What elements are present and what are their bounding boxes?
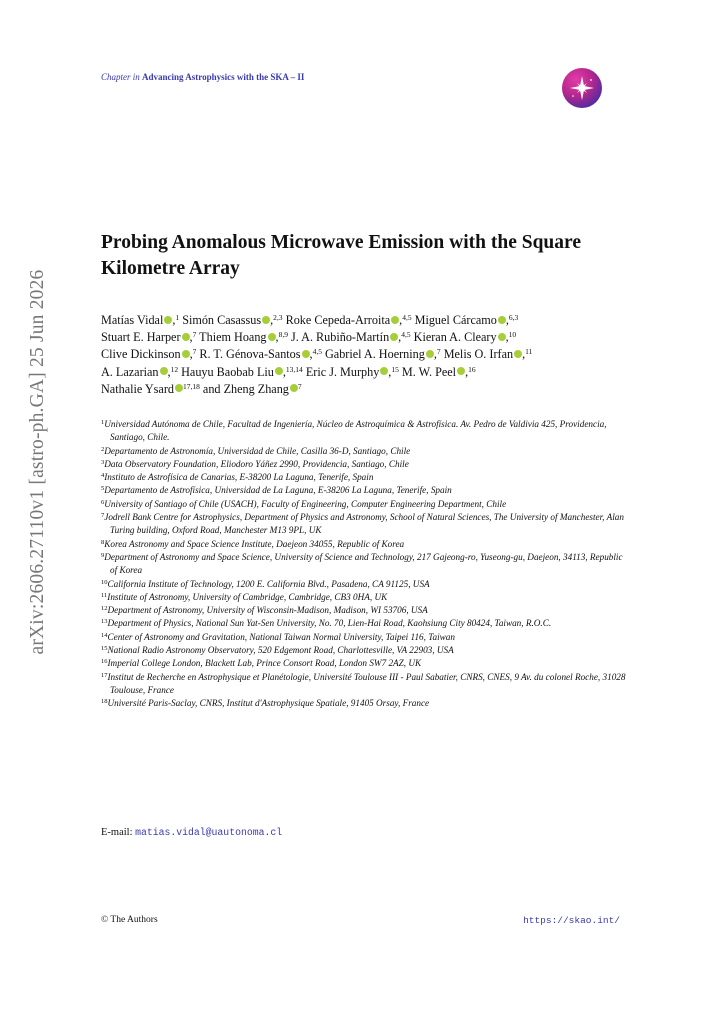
orcid-icon[interactable]: [182, 333, 190, 341]
affiliation-item: [101, 591, 631, 604]
email-label: E-mail:: [101, 827, 136, 838]
affiliation-text: Data Observatory Foundation, Eliodoro Yáñez 2990, Providencia, Santiago, Chile: [104, 458, 409, 469]
affiliation-item: [101, 484, 631, 497]
author-affil-sup: 1: [175, 313, 180, 322]
affiliation-text: National Radio Astronomy Observatory, 520 Edgemont Road, Charlottesville, VA 22903, USA: [107, 645, 454, 656]
author-name: Gabriel A. Hoerning: [324, 347, 425, 362]
author-line: [101, 381, 641, 398]
author-name: Simón Casassus: [182, 313, 262, 327]
orcid-icon[interactable]: [275, 367, 283, 375]
author-name: Clive Dickinson: [101, 347, 181, 362]
author-affil-sup: 7: [192, 330, 197, 340]
ska-url-link[interactable]: https://skao.int/: [523, 915, 620, 926]
affiliation-number: 5: [101, 485, 105, 493]
orcid-icon[interactable]: [262, 316, 270, 324]
author-name: R. T. Génova-Santos: [199, 347, 301, 362]
author-affil-sup: 2,3: [273, 313, 283, 322]
affiliation-item: [101, 418, 631, 445]
author-affil-sup: 10: [508, 330, 517, 340]
author-affil-sup: 6,3: [508, 313, 519, 322]
author-affil-sup: 4,5: [312, 347, 322, 357]
affiliation-item: [101, 697, 631, 710]
affiliation-number: 6: [101, 498, 105, 506]
author-affil-sup: 7: [192, 347, 197, 357]
affiliation-text: Department of Astronomy and Space Science, University of Science and Technology, 217 Gajeong-ro, Yuseong-gu, Daejeon, 34113, Republic of Korea: [104, 551, 623, 576]
orcid-icon[interactable]: [290, 384, 298, 392]
affiliation-number: 16: [101, 658, 108, 666]
author-affil-sup: 16: [468, 364, 476, 374]
affiliation-item: [101, 644, 631, 657]
author-name: Stuart E. Harper: [101, 330, 181, 345]
orcid-icon[interactable]: [498, 333, 506, 341]
author-name: J. A. Rubiño-Martín: [290, 330, 390, 345]
affiliation-item: [101, 671, 631, 698]
affiliation-item: [101, 551, 631, 578]
author-conjunction: and: [199, 381, 224, 396]
author-line: Matías Vidal ,$^1$ Simón Casassus ,$^{2,3}$ Roke Cepeda-Arroita ,$^{4,5}$ Miguel Cárcamo ,$^{6,3}$: [101, 313, 519, 327]
affiliation-number: 2: [101, 445, 105, 453]
author-name: Miguel Cárcamo: [414, 313, 497, 327]
affiliation-text: University of Santiago of Chile (USACH), Faculty of Engineering, Computer Engineering Department, Chile: [104, 498, 507, 509]
affiliation-number: 10: [101, 578, 108, 586]
author-affil-sup: 4,5: [401, 330, 411, 340]
affiliation-item: [101, 617, 631, 630]
affiliation-number: 4: [101, 472, 105, 480]
author-affil-sup: 12: [170, 364, 179, 374]
orcid-icon[interactable]: [426, 350, 434, 358]
author-affil-sup: 13,14: [285, 364, 303, 374]
paper-title: Probing Anomalous Microwave Emission with the Square Kilometre Array: [101, 232, 581, 279]
affiliation-number: 12: [101, 605, 108, 613]
author-name: Melis O. Irfan: [443, 347, 514, 362]
affiliation-text: Institut de Recherche en Astrophysique et Planétologie, Université Toulouse III - Paul Sabatier, CNRS, CNES, 9 Av. du colonel Roche, 31028 Toulouse, France: [107, 671, 626, 695]
arxiv-identifier: arXiv:2606.27110v1 [astro-ph.GA] 25 Jun 2026: [27, 269, 48, 655]
author-name: Kieran A. Cleary: [413, 330, 497, 345]
ska-logo-icon: [562, 68, 602, 108]
orcid-icon[interactable]: [380, 367, 388, 375]
affiliation-number: 15: [101, 645, 108, 653]
affiliation-text: Universidad Autónoma de Chile, Facultad de Ingeniería, Núcleo de Astroquímica & Astrofísica. Av. Pedro de Valdivia 425, Providencia, Santiago, Chile.: [104, 419, 607, 443]
orcid-icon[interactable]: [514, 350, 522, 358]
chapter-prefix: Chapter in: [101, 72, 143, 82]
affiliation-text: Department of Astronomy, University of Wisconsin-Madison, Madison, WI 53706, USA: [107, 605, 428, 616]
orcid-icon[interactable]: [390, 333, 398, 341]
affiliation-text: Institute of Astronomy, University of Cambridge, Cambridge, CB3 0HA, UK: [107, 591, 388, 602]
author-affil-sup: 15: [391, 364, 399, 374]
affiliation-item: [101, 657, 631, 670]
affiliation-item: [101, 631, 631, 644]
affiliation-text: Korea Astronomy and Space Science Institute, Daejeon 34055, Republic of Korea: [104, 538, 405, 549]
affiliation-number: 17: [101, 671, 108, 679]
author-name: Zheng Zhang: [223, 381, 289, 396]
arxiv-sidebar: [18, 262, 58, 662]
author-line: A. Lazarian ,$^{12}$ Hauyu Baobab Liu ,$^{13,14}$ Eric J. Murphy ,$^{15}$ M. W. Peel ,$^{16}$: [101, 364, 476, 379]
copyright-notice: © The Authors: [101, 915, 158, 925]
author-affil-sup: 7: [436, 347, 441, 357]
affiliation-text: California Institute of Technology, 1200 E. California Blvd., Pasadena, CA 91125, USA: [107, 578, 430, 589]
orcid-icon[interactable]: [175, 384, 183, 392]
author-affil-sup: 7: [297, 381, 302, 391]
affiliation-number: 9: [101, 551, 105, 559]
author-name: Thiem Hoang: [199, 330, 267, 345]
affiliation-item: [101, 445, 631, 458]
orcid-icon[interactable]: [182, 350, 190, 358]
author-name: Matías Vidal: [101, 313, 164, 327]
affiliation-item: [101, 604, 631, 617]
affiliation-number: 3: [101, 458, 105, 466]
email-link[interactable]: matias.vidal@uautonoma.cl: [135, 827, 283, 838]
affiliation-text: Departamento de Astronomía, Universidad de Chile, Casilla 36-D, Santiago, Chile: [104, 445, 411, 456]
author-name: A. Lazarian: [101, 364, 159, 379]
author-name: Hauyu Baobab Liu: [181, 364, 274, 379]
author-name: M. W. Peel: [401, 364, 457, 379]
orcid-icon[interactable]: [160, 367, 168, 375]
affiliation-item: [101, 511, 631, 538]
author-affil-sup: 4,5: [402, 313, 412, 322]
chapter-header: [101, 72, 304, 82]
affiliation-item: [101, 578, 631, 591]
affiliation-number: 7: [101, 512, 105, 520]
affiliation-text: Imperial College London, Blackett Lab, Prince Consort Road, London SW7 2AZ, UK: [107, 658, 422, 669]
affiliation-number: 11: [101, 591, 108, 599]
affiliation-text: Departamento de Astrofísica, Universidad de La Laguna, E-38206 La Laguna, Tenerife, Spain: [104, 485, 452, 496]
affiliation-text: Instituto de Astrofísica de Canarias, E-38200 La Laguna, Tenerife, Spain: [104, 472, 374, 483]
orcid-icon[interactable]: [302, 350, 310, 358]
author-affil-sup: 11: [525, 347, 533, 357]
author-list: [101, 312, 641, 398]
author-name: Nathalie Ysard: [101, 381, 174, 396]
author-name: Eric J. Murphy: [305, 364, 380, 379]
affiliation-number: 18: [101, 698, 108, 706]
affiliation-number: 13: [101, 618, 108, 626]
author-name: Roke Cepeda-Arroita: [285, 313, 391, 327]
affiliation-number: 8: [101, 538, 105, 546]
affiliation-item: [101, 538, 631, 551]
orcid-icon[interactable]: [498, 316, 506, 324]
affiliation-text: Université Paris-Saclay, CNRS, Institut d'Astrophysique Spatiale, 91405 Orsay, France: [107, 698, 430, 709]
orcid-icon[interactable]: [391, 316, 399, 324]
author-affil-sup: 17,18: [182, 381, 200, 391]
affiliation-list: [101, 418, 631, 711]
affiliation-text: Center of Astronomy and Gravitation, National Taiwan Normal University, Taipei 116, Taiwan: [107, 631, 455, 642]
affiliation-item: [101, 471, 631, 484]
affiliation-text: Jodrell Bank Centre for Astrophysics, Department of Physics and Astronomy, School of Natural Sciences, The University of Manchester, Alan Turing building, Oxford Road, Manchester M13 9PL, UK: [104, 512, 624, 536]
author-line: Clive Dickinson ,$^7$ R. T. Génova-Santos ,$^{4,5}$ Gabriel A. Hoerning ,$^7$ Melis O. Irfan ,$^{11}$: [101, 347, 533, 362]
email-line: [101, 827, 282, 838]
orcid-icon[interactable]: [164, 316, 172, 324]
affiliation-text: Department of Physics, National Sun Yat-Sen University, No. 70, Lien-Hai Road, Kaohsiung City 80424, Taiwan, R.O.C.: [107, 618, 552, 629]
author-affil-sup: 8,9: [278, 330, 288, 340]
affiliation-number: 14: [101, 631, 108, 639]
affiliation-item: [101, 458, 631, 471]
orcid-icon[interactable]: [457, 367, 465, 375]
book-title[interactable]: Advancing Astrophysics with the SKA – II: [142, 72, 305, 82]
affiliation-item: [101, 498, 631, 511]
author-line: Stuart E. Harper ,$^7$ Thiem Hoang ,$^{8,9}$ J. A. Rubiño-Martín ,$^{4,5}$ Kieran A. Cleary ,$^{10}$: [101, 330, 517, 345]
affiliation-number: 1: [101, 419, 105, 426]
orcid-icon[interactable]: [268, 333, 276, 341]
